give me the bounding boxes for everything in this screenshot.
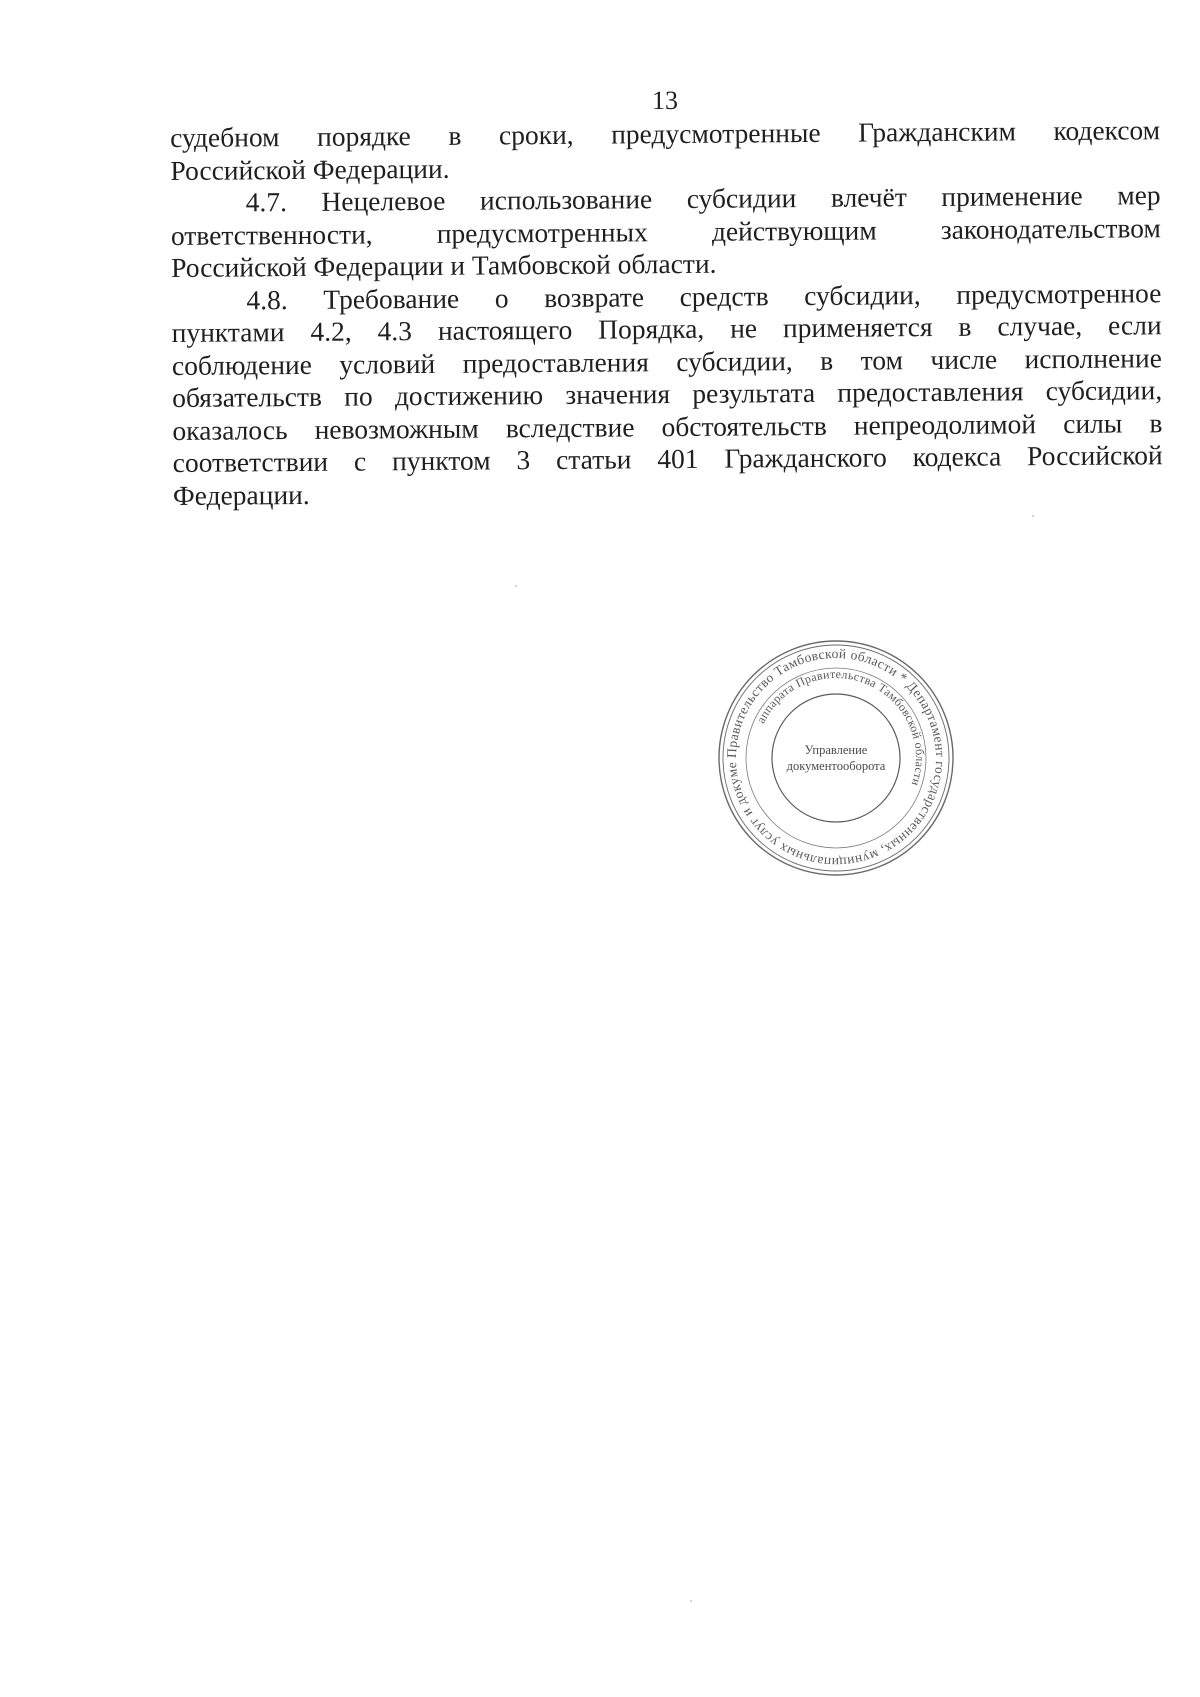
scan-speck (515, 585, 517, 587)
text-line: обязательств по достижению значения результата предоставления субсидии, (172, 374, 1163, 413)
document-office-stamp (716, 638, 956, 878)
text-line: Российской Федерации и Тамбовской области. (171, 247, 717, 283)
text-line: Российской Федерации. (170, 152, 450, 186)
text-line: 4.7. Нецелевое использование субсидии влечёт применение мер (245, 179, 1161, 218)
text-line: Федерации. (172, 478, 310, 511)
stamp-inner-ring-text: аппарата Правительства Тамбовской области (753, 666, 928, 788)
scan-speck (1032, 515, 1034, 517)
text-line: ответственности, предусмотренных действующим законодательством (170, 211, 1161, 251)
text-line: соблюдение условий предоставления субсидии, в том числе исполнение (171, 341, 1162, 381)
page-number: 13 (652, 86, 678, 115)
stamp-inner-ring (772, 694, 900, 822)
paragraph-4-6-continuation (170, 114, 1160, 187)
paragraph-4-7 (171, 179, 1162, 284)
stamp-seal-icon (716, 638, 956, 878)
text-line: пунктами 4.2, 4.3 настоящего Порядка, не применяется в случае, если (171, 309, 1162, 348)
text-line: соответствии с пунктом 3 статьи 401 Гражданского кодекса Российской (172, 439, 1163, 478)
stamp-center-line1: Управление (804, 743, 868, 757)
document-body (170, 114, 1163, 512)
text-line: 4.8. Требование о возврате средств субсидии, предусмотренное (246, 276, 1162, 315)
stamp-outer-text: Правительство Тамбовской области * Департамент государственных, муниципальных услуг и докуме (723, 645, 949, 871)
stamp-center-line2: документооборота (786, 759, 886, 773)
text-line: оказалось невозможным вследствие обстоятельств непреодолимой силы в (172, 406, 1163, 446)
text-line: судебном порядке в сроки, предусмотренные Гражданским кодексом (170, 114, 1161, 153)
scan-speck (690, 1600, 692, 1602)
paragraph-4-8 (171, 277, 1163, 512)
